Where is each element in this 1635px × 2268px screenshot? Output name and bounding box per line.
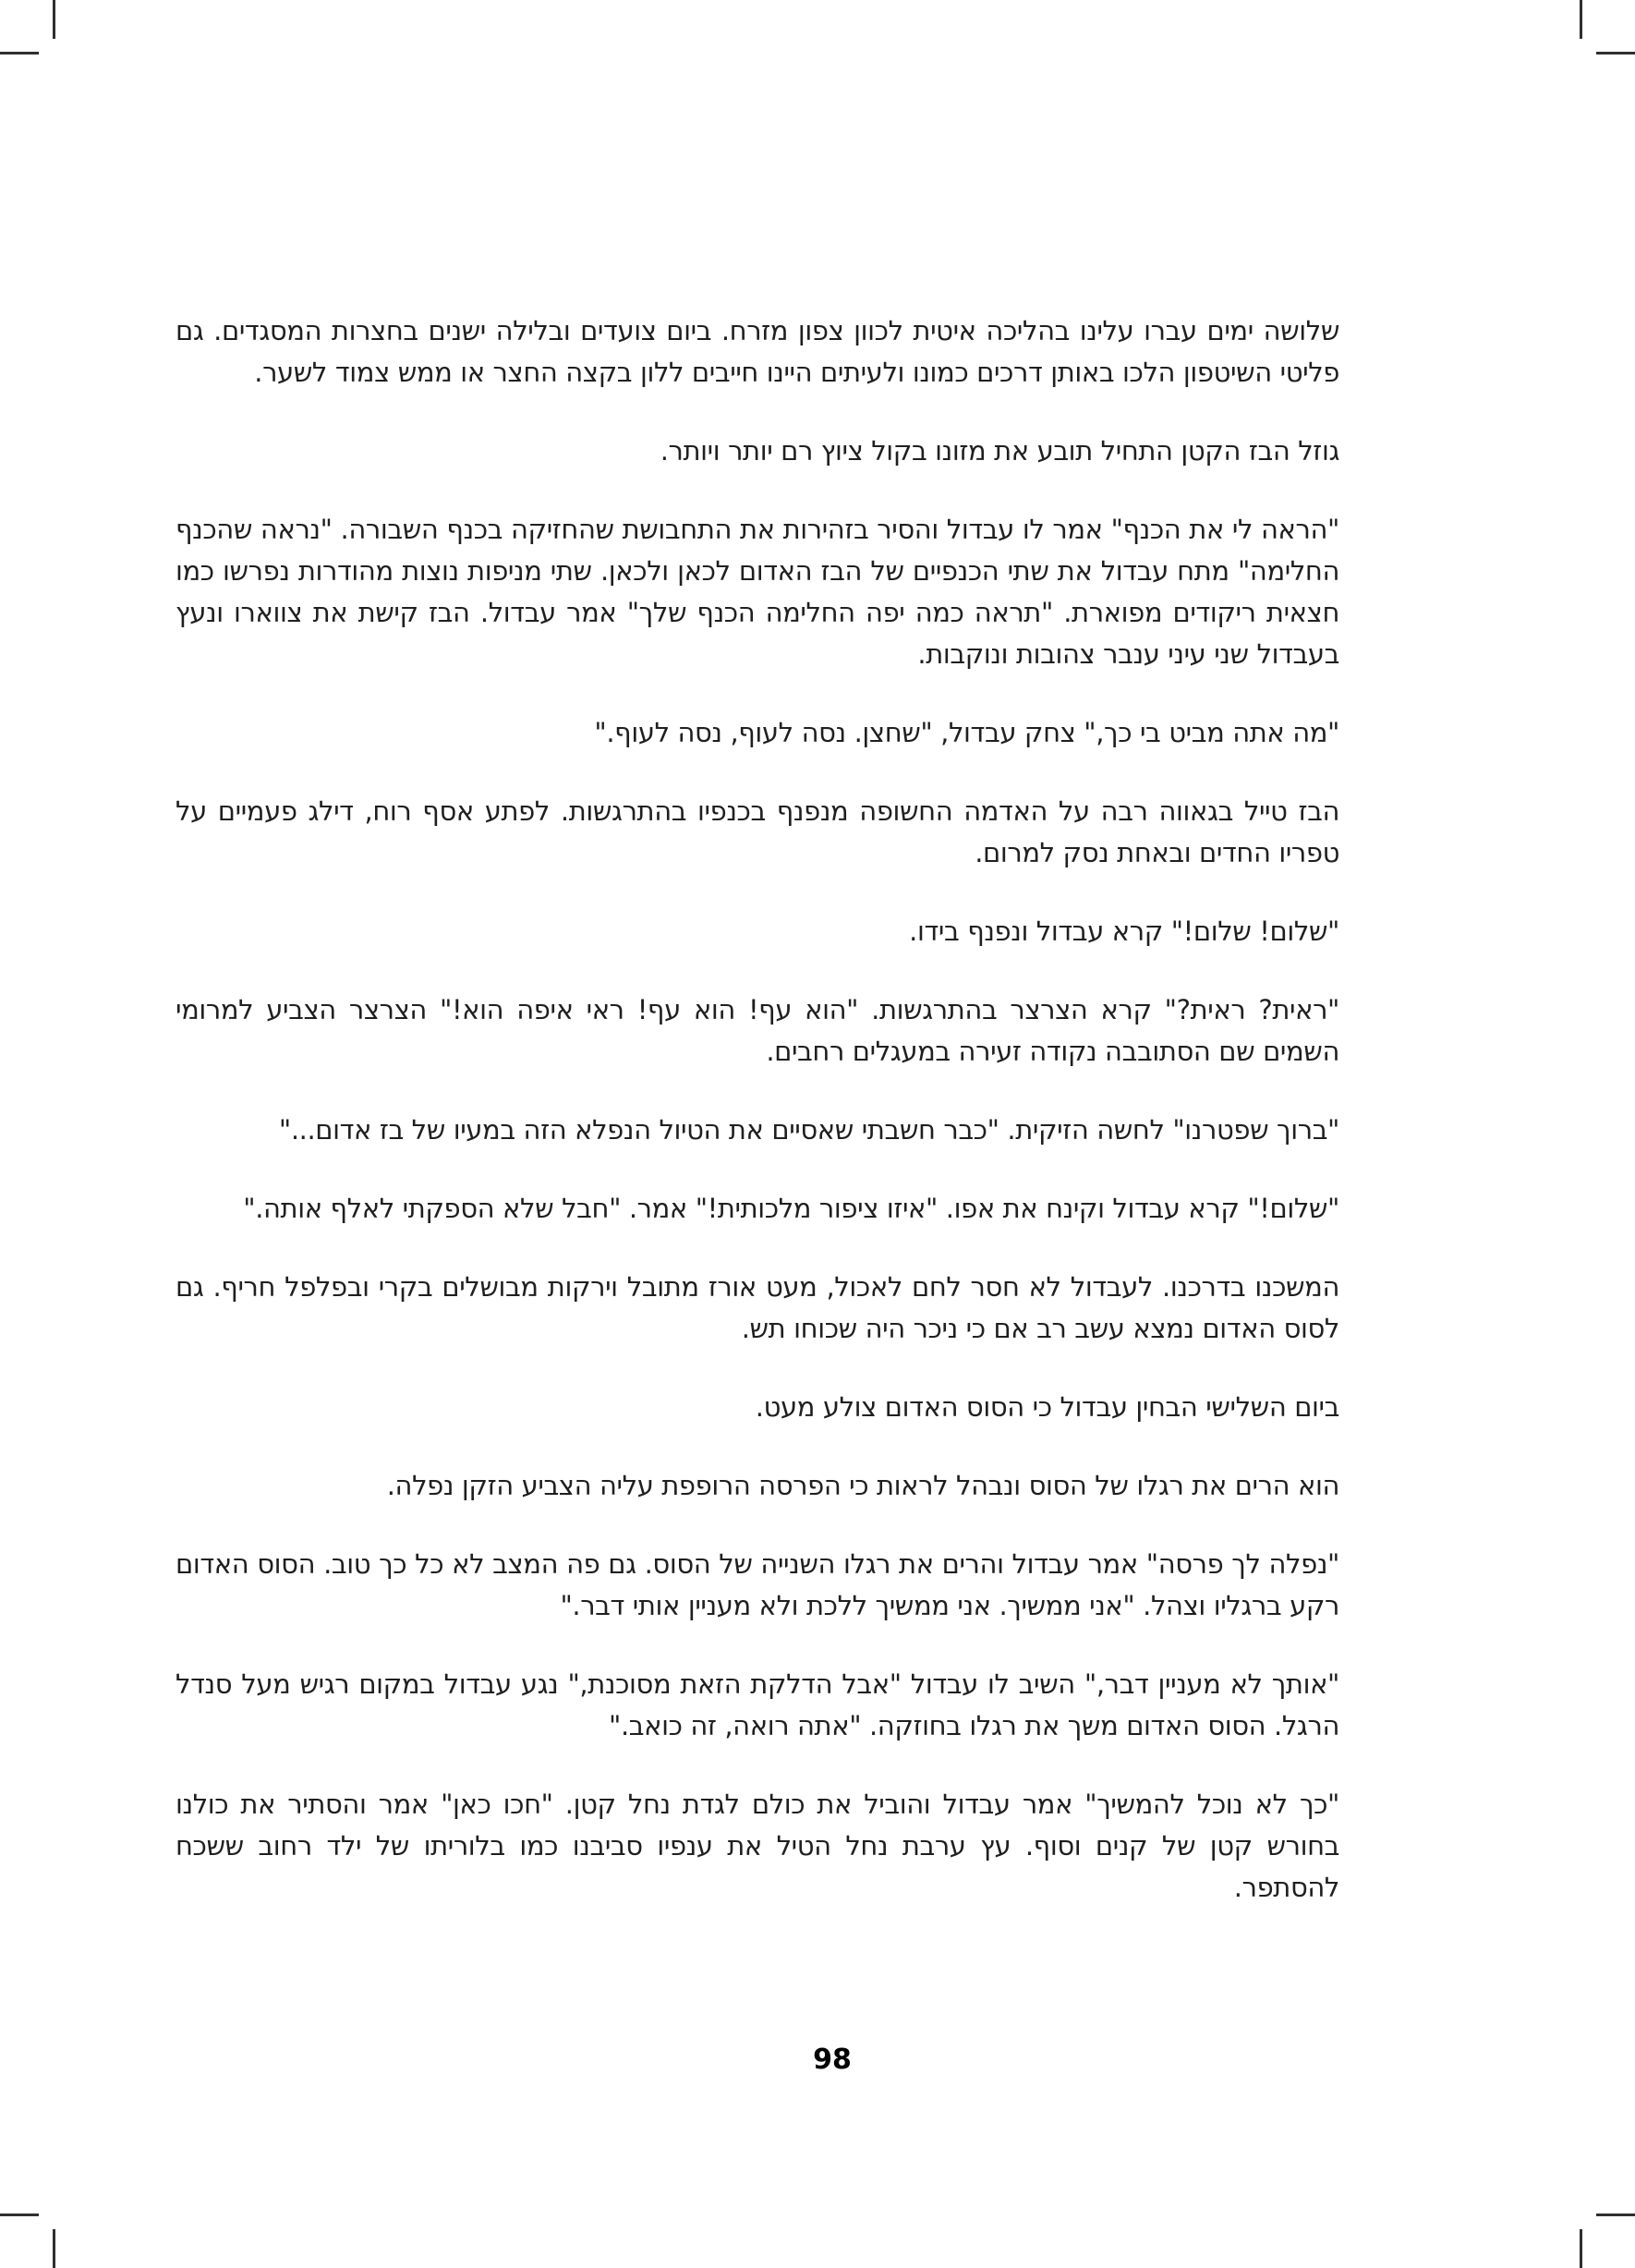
paragraph: "אותך לא מעניין דבר," השיב לו עבדול "אבל הדלקת הזאת מסוכנת," נגע עבדול במקום רגיש מעל סנדל הרגל. הסוס האדום משך את רגלו בחוזקה. "אתה רואה, זה כואב." xyxy=(176,1668,1339,1741)
paragraph: שלושה ימים עברו עלינו בהליכה איטית לכוון צפון מזרח. ביום צועדים ובלילה ישנים בחצרות המסגדים. גם פליטי השיטפון הלכו באותן דרכים כמונו ולעיתים היינו חייבים ללון בקצה החצר או ממש צמוד לשער. xyxy=(176,315,1339,388)
paragraph: הוא הרים את רגלו של הסוס ונבהל לראות כי הפרסה הרופפת עליה הצביע הזקן נפלה. xyxy=(386,1470,1339,1501)
paragraph: "הראה לי את הכנף" אמר לו עבדול והסיר בזהירות את התחבושת שהחזיקה בכנף השבורה. "נראה שהכנף החלימה" מתח עבדול את שתי הכנפיים של הבז האדום לכאן ולכאן. שתי מניפות נוצות מהודרות נפרשו כמו חצאית ריקודים מפוארת. "תראה כמה יפה החלימה הכנף שלך" אמר עבדול. הבז קישת את צווארו ונעץ בעבדול שני עיני ענבר צהובות ונוקבות. xyxy=(176,514,1339,670)
crop-mark-bottom-right-vertical xyxy=(1580,2229,1582,2268)
paragraph: ביום השלישי הבחין עבדול כי הסוס האדום צולע מעט. xyxy=(755,1391,1339,1423)
crop-mark-top-right-horizontal xyxy=(1596,52,1635,55)
paragraph: "שלום!" קרא עבדול וקינח את אפו. "איזו ציפור מלכותית!" אמר. "חבל שלא הספקתי לאלף אותה." xyxy=(243,1193,1339,1224)
crop-mark-top-left-vertical xyxy=(53,0,55,39)
page-number: 98 xyxy=(813,2044,852,2076)
crop-mark-bottom-left-horizontal xyxy=(0,2213,39,2216)
crop-mark-top-right-vertical xyxy=(1580,0,1582,39)
paragraph: גוזל הבז הקטן התחיל תובע את מזונו בקול ציוץ רם יותר ויותר. xyxy=(660,435,1339,467)
crop-mark-bottom-right-horizontal xyxy=(1596,2213,1635,2216)
paragraph: "כך לא נוכל להמשיך" אמר עבדול והוביל את כולם לגדת נחל קטן. "חכו כאן" אמר והסתיר את כולנו בחורש קטן של קנים וסוף. עץ ערבת נחל הטיל את ענפיו סביבנו כמו בלוריתו של ילד רחוב ששכח להסתפר. xyxy=(176,1789,1339,1903)
paragraph: "נפלה לך פרסה" אמר עבדול והרים את רגלו השנייה של הסוס. גם פה המצב לא כל כך טוב. הסוס האדום רקע ברגליו וצהל. "אני ממשיך. אני ממשיך ללכת ולא מעניין אותי דבר." xyxy=(176,1548,1339,1621)
paragraph: "שלום! שלום!" קרא עבדול ונפנף בידו. xyxy=(909,916,1339,947)
paragraph: הבז טייל בגאווה רבה על האדמה החשופה מנפנף בכנפיו בהתרגשות. לפתע אסף רוח, דילג פעמיים על טפריו החדים ובאחת נסק למרום. xyxy=(176,795,1339,868)
story-text-column xyxy=(176,310,1339,1946)
paragraph: "ראית? ראית?" קרא הצרצר בהתרגשות. "הוא עף! הוא עף! ראי איפה הוא!" הצרצר הצביע למרומי השמים שם הסתובבה נקודה זעירה במעגלים רחבים. xyxy=(176,994,1339,1067)
paragraph: "מה אתה מביט בי כך," צחק עבדול, "שחצן. נסה לעוף, נסה לעוף." xyxy=(594,717,1339,748)
paragraph: המשכנו בדרכנו. לעבדול לא חסר לחם לאכול, מעט אורז מתובל וירקות מבושלים בקרי ובפלפל חריף. גם לסוס האדום נמצא עשב רב אם כי ניכר היה שכוחו תש. xyxy=(176,1271,1339,1344)
crop-mark-top-left-horizontal xyxy=(0,52,39,55)
paragraph: "ברוך שפטרנו" לחשה הזיקית. "כבר חשבתי שאסיים את הטיול הנפלא הזה במעיו של בז אדום..." xyxy=(278,1114,1339,1146)
crop-mark-bottom-left-vertical xyxy=(53,2229,55,2268)
